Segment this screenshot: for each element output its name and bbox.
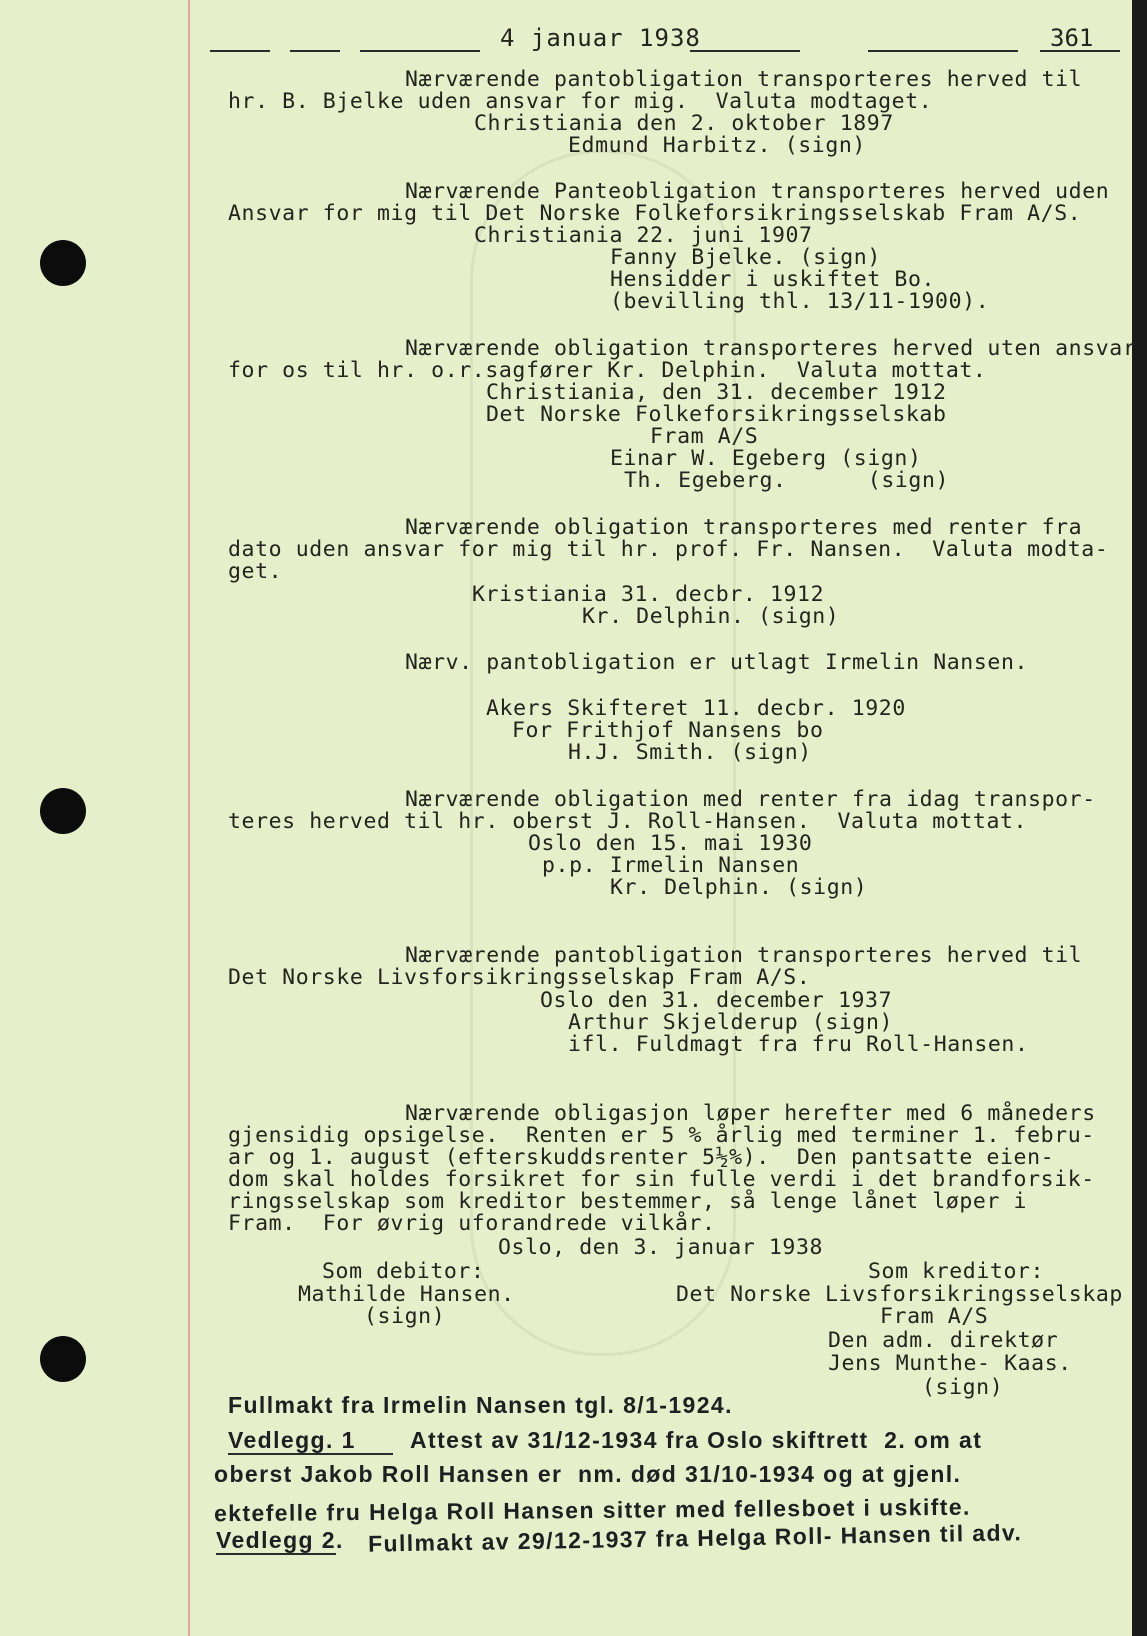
- text-line: ar og 1. august (efterskuddsrenter 5½%). Den pantsatte eien-: [228, 1145, 1055, 1170]
- handwritten-line: oberst Jakob Roll Hansen er nm. død 31/10-1934 og at gjenl.: [214, 1461, 962, 1487]
- text-line: ifl. Fuldmagt fra fru Roll-Hansen.: [568, 1032, 1029, 1057]
- text-line: Edmund Harbitz. (sign): [568, 133, 866, 158]
- text-line: Nærværende obligasjon løper herefter med 6 måneders: [405, 1101, 1096, 1126]
- vedlegg-underline: [216, 1553, 336, 1555]
- header-rule: [290, 50, 340, 52]
- text-line: Fram A/S: [880, 1304, 989, 1329]
- text-line: for os til hr. o.r.sagfører Kr. Delphin. Valuta mottat.: [228, 358, 987, 383]
- text-line: Arthur Skjelderup (sign): [568, 1010, 894, 1035]
- text-line: Fram. For øvrig uforandrede vilkår.: [228, 1211, 716, 1236]
- handwritten-line: Fullmakt av 29/12-1937 fra Helga Roll- Hansen til adv.: [367, 1519, 1023, 1557]
- text-line: Mathilde Hansen.: [298, 1282, 515, 1307]
- text-line: Einar W. Egeberg (sign): [610, 446, 922, 471]
- page-number: 361: [1050, 24, 1094, 52]
- text-line: Det Norske Livsforsikringsselskap Fram A/S.: [228, 965, 811, 990]
- text-line: Th. Egeberg. (sign): [624, 468, 950, 493]
- text-line: Oslo den 15. mai 1930: [528, 831, 813, 856]
- text-line: p.p. Irmelin Nansen: [542, 853, 800, 878]
- text-line: Oslo, den 3. januar 1938: [498, 1235, 824, 1260]
- text-line: For Frithjof Nansens bo: [512, 718, 824, 743]
- handwritten-line: Attest av 31/12-1934 fra Oslo skiftrett 2. om at: [410, 1427, 983, 1453]
- text-line: dato uden ansvar for mig til hr. prof. Fr. Nansen. Valuta modta-: [228, 537, 1109, 562]
- text-line: Nærværende obligation med renter fra idag transpor-: [405, 787, 1096, 812]
- text-line: Ansvar for mig til Det Norske Folkeforsikringsselskab Fram A/S.: [228, 201, 1082, 226]
- text-line: hr. B. Bjelke uden ansvar for mig. Valuta modtaget.: [228, 89, 933, 114]
- text-line: (sign): [364, 1304, 446, 1329]
- text-line: Nærværende pantobligation transporteres herved til: [405, 67, 1083, 92]
- header-rule: [690, 50, 800, 52]
- text-line: Nærværende pantobligation transporteres herved til: [405, 943, 1083, 968]
- vedlegg-underline: [228, 1453, 393, 1455]
- text-line: Den adm. direktør: [828, 1328, 1059, 1353]
- header-rule: [360, 50, 480, 52]
- text-line: Christiania, den 31. december 1912: [486, 380, 947, 405]
- text-line: Som debitor:: [322, 1259, 485, 1284]
- text-line: Det Norske Folkeforsikringsselskab: [486, 402, 947, 427]
- text-line: Fanny Bjelke. (sign): [610, 245, 881, 270]
- punch-hole-bottom: [40, 1336, 86, 1382]
- text-line: Som kreditor:: [868, 1259, 1045, 1284]
- text-line: Nærværende Panteobligation transporteres herved uden: [405, 179, 1110, 204]
- text-line: Nærværende obligation transporteres med renter fra: [405, 515, 1083, 540]
- text-line: gjensidig opsigelse. Renten er 5 % årlig med terminer 1. febru-: [228, 1123, 1095, 1148]
- text-line: ringsselskap som kreditor bestemmer, så lenge lånet løper i: [228, 1189, 1028, 1214]
- header-date: 4 januar 1938: [500, 24, 701, 52]
- handwritten-line: ektefelle fru Helga Roll Hansen sitter med fellesboet i uskifte.: [213, 1493, 971, 1527]
- text-line: Kr. Delphin. (sign): [582, 604, 840, 629]
- handwritten-line: Vedlegg 2.: [216, 1527, 344, 1553]
- text-line: Kristiania 31. decbr. 1912: [472, 582, 825, 607]
- header-rule: [868, 50, 1018, 52]
- text-line: (bevilling thl. 13/11-1900).: [610, 289, 990, 314]
- text-line: Christiania den 2. oktober 1897: [474, 111, 894, 136]
- handwritten-line: Vedlegg. 1: [228, 1427, 356, 1453]
- text-line: Oslo den 31. december 1937: [540, 988, 893, 1013]
- text-line: Jens Munthe- Kaas.: [828, 1351, 1072, 1376]
- text-line: (sign): [922, 1375, 1004, 1400]
- handwritten-line: Fullmakt fra Irmelin Nansen tgl. 8/1-1924.: [228, 1392, 733, 1418]
- text-line: dom skal holdes forsikret for sin fulle verdi i det brandforsik-: [228, 1167, 1095, 1192]
- punch-hole-middle: [40, 788, 86, 834]
- text-line: Nærværende obligation transporteres herved uten ansvar: [405, 336, 1137, 361]
- text-line: Christiania 22. juni 1907: [474, 223, 813, 248]
- text-line: Det Norske Livsforsikringsselskap: [676, 1282, 1123, 1307]
- text-line: H.J. Smith. (sign): [568, 740, 812, 765]
- text-line: Hensidder i uskiftet Bo.: [610, 267, 936, 292]
- text-line: Nærv. pantobligation er utlagt Irmelin Nansen.: [405, 650, 1029, 675]
- text-line: Kr. Delphin. (sign): [610, 875, 868, 900]
- text-line: get.: [228, 559, 283, 584]
- punch-hole-top: [40, 240, 86, 286]
- text-line: Akers Skifteret 11. decbr. 1920: [486, 696, 906, 721]
- margin-line: [188, 0, 190, 1636]
- text-line: teres herved til hr. oberst J. Roll-Hansen. Valuta mottat.: [228, 809, 1028, 834]
- header-rule: [210, 50, 270, 52]
- text-line: Fram A/S: [650, 424, 759, 449]
